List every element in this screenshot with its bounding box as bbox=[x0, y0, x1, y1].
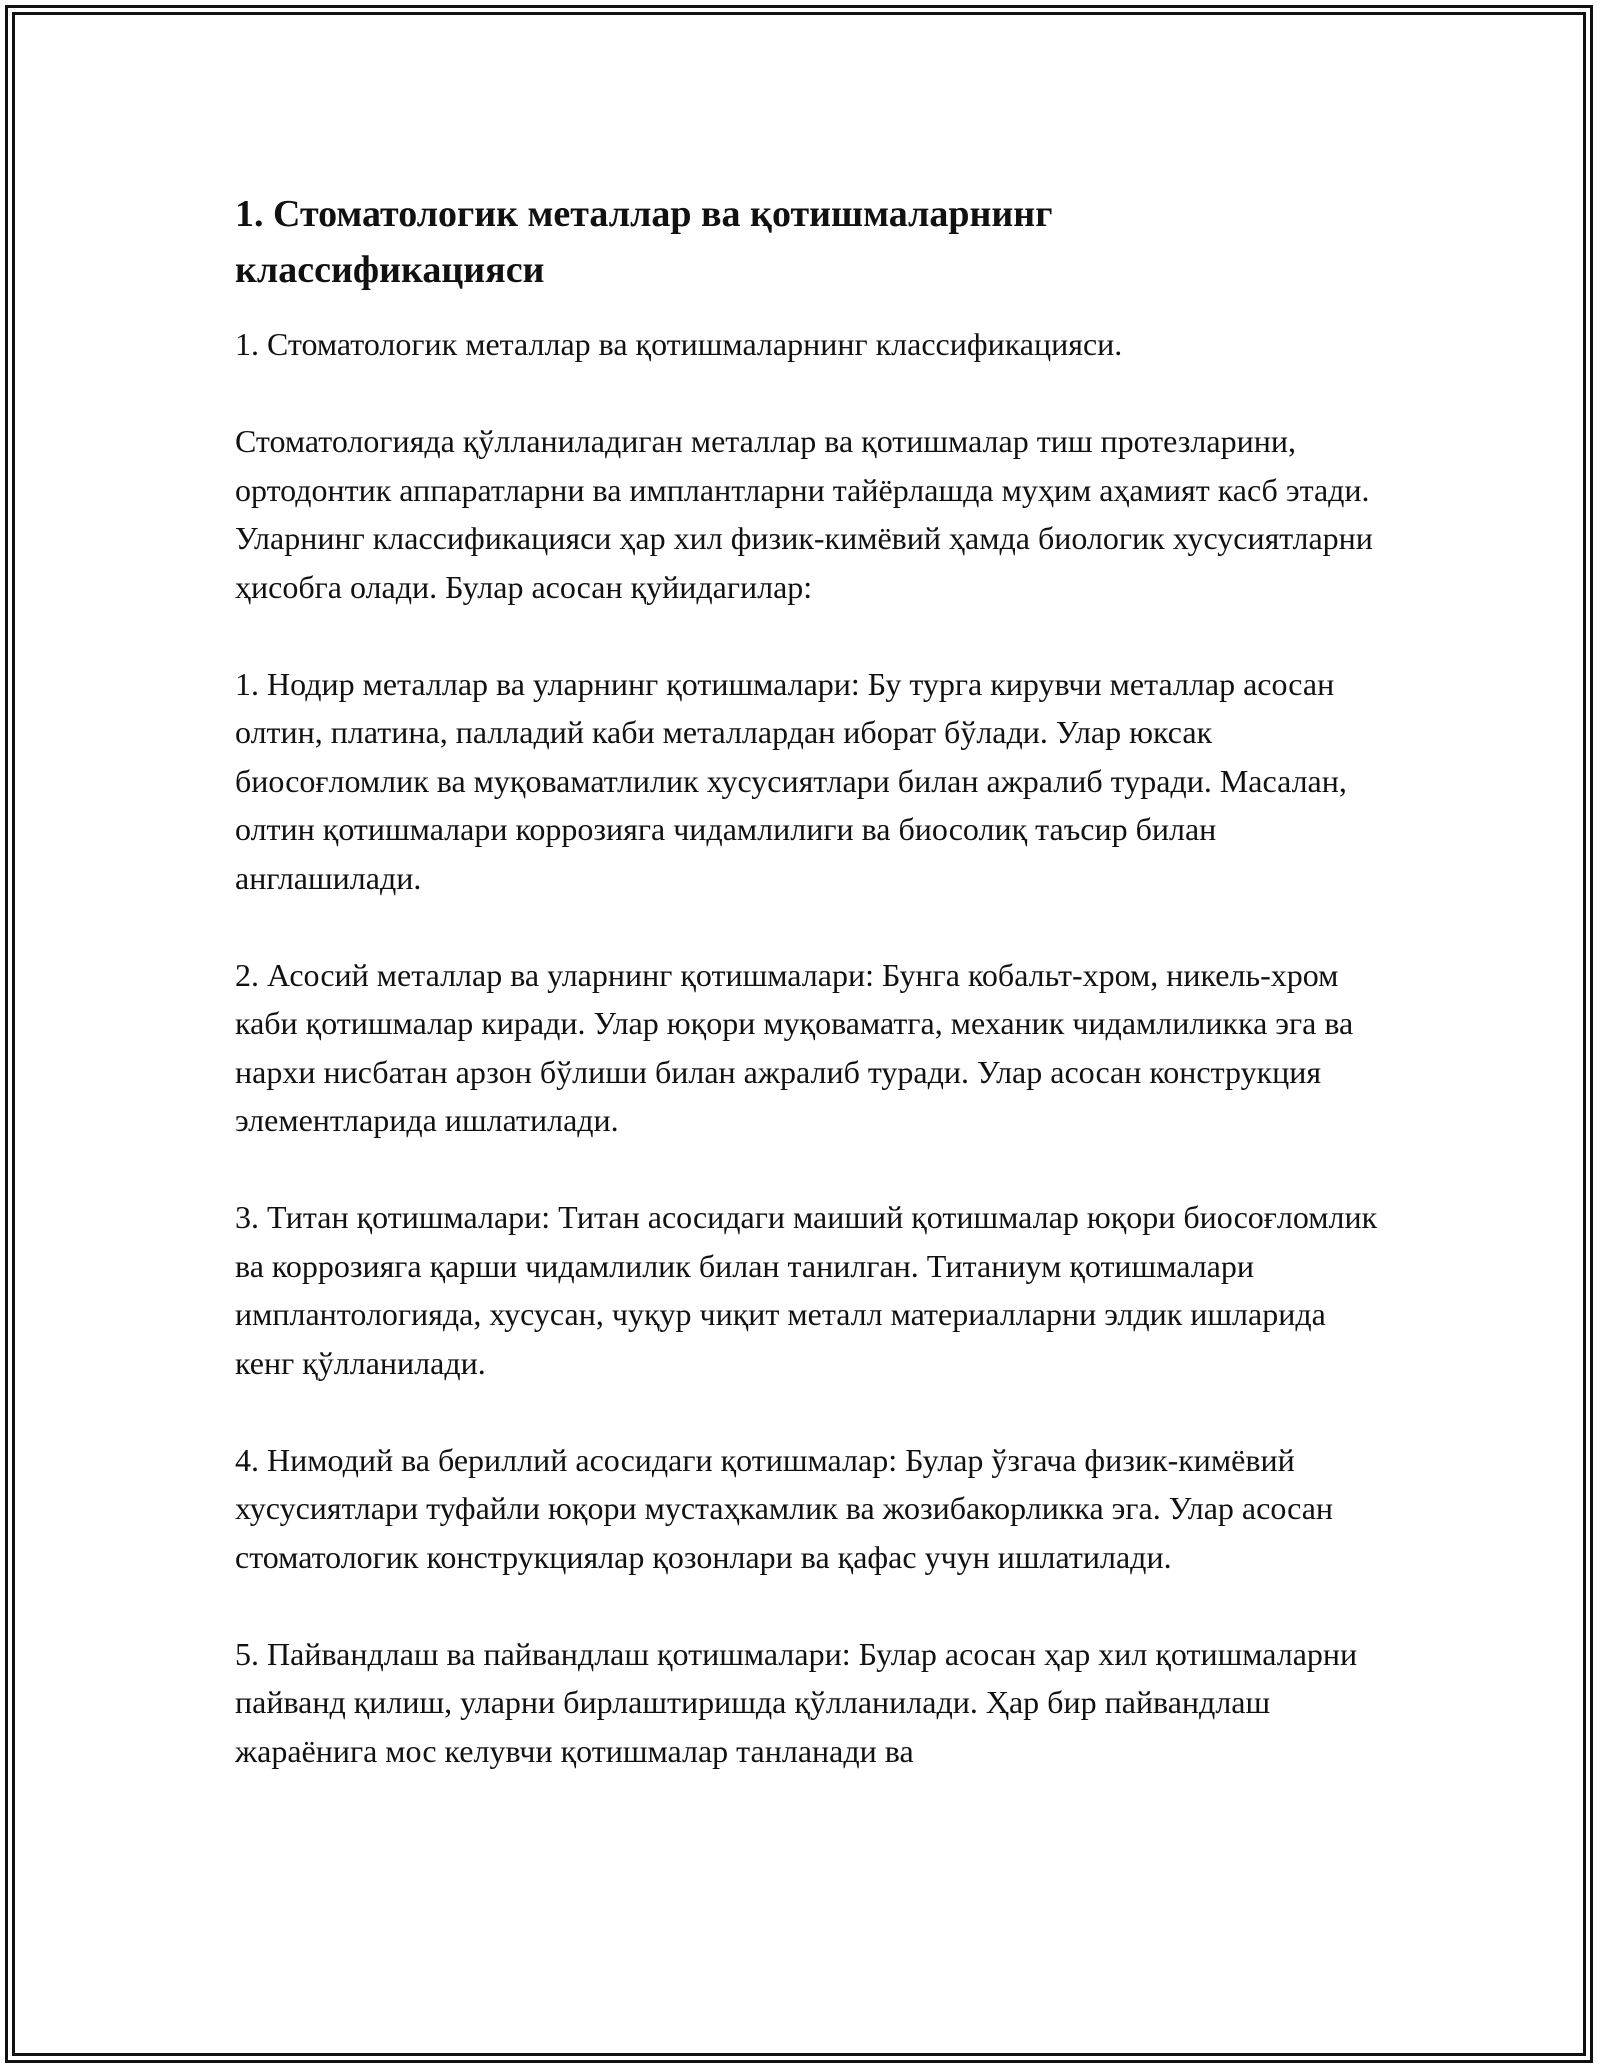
paragraph-welding-alloys: 5. Пайвандлаш ва пайвандлаш қотишмалари: Булар асосан ҳар хил қотишмаларни пайванд қилиш, уларни бирлаштиришда қўлланилади. Ҳар бир пайвандлаш жараёнига мос келувчи қотишмалар танланади ва bbox=[235, 1635, 1358, 1769]
paragraph-nimodium-beryllium: 4. Нимодий ва бериллий асосидаги қотишмалар: Булар ўзгача физик-кимёвий хусусиятлари туфайли юқори мустаҳкамлик ва жозибакорликка эга. Улар асосан стоматологик конструкциялар қозонлари ва қафас учун ишлатилади. bbox=[235, 1441, 1334, 1575]
paragraph-introduction: Стоматологияда қўлланиладиган металлар ва қотишмалар тиш протезларини, ортодонтик аппаратларни ва имплантларни тайёрлашда муҳим аҳамият касб этади. Уларнинг классификацияси ҳар хил физик-кимёвий ҳамда биологик хусусиятларни ҳисобга олади. Булар асосан қуйидагилар: bbox=[235, 423, 1373, 605]
heading-line-2: классификацияси bbox=[235, 249, 545, 291]
paragraph-titanium-alloys: 3. Титан қотишмалари: Титан асосидаги маиший қотишмалар юқори биосоғломлик ва коррозияга қарши чидамлилик билан танилган. Титаниум қотишмалари имплантологияда, хусусан, чуқур чиқит металл материалларни элдик ишларида кенг қўлланилади. bbox=[235, 1199, 1378, 1381]
paragraph-base-metals: 2. Асосий металлар ва уларнинг қотишмалари: Бунга кобальт-хром, никель-хром каби қотишмалар киради. Улар юқори муқовам​атга, механик чидамлиликка эга ва нархи нисбатан арзон бўлиши билан ажралиб туради. Улар асосан конструкция элементларида ишлатилади. bbox=[235, 956, 1354, 1138]
paragraph-title-repeat: 1. Стоматологик металлар ва қотишмаларнинг классификацияси. bbox=[235, 326, 1123, 362]
heading-line-1: 1. Стоматологик металлар ва қотишмаларнинг bbox=[235, 193, 1053, 235]
document-heading bbox=[235, 186, 1385, 298]
paragraph-noble-metals: 1. Нодир металлар ва уларнинг қотишмалари: Бу турга кирувчи металлар асосан олтин, платина, палладий каби металлардан иборат бўлади. Улар юксак биосоғломлик ва муқовам​атлилик хусусиятлари билан ажралиб туради. Масалан, олтин қотишмалари коррозияга чидамлилиги ва биосолиқ таъсир билан англашилади. bbox=[235, 665, 1347, 896]
document-body bbox=[235, 186, 1385, 1775]
